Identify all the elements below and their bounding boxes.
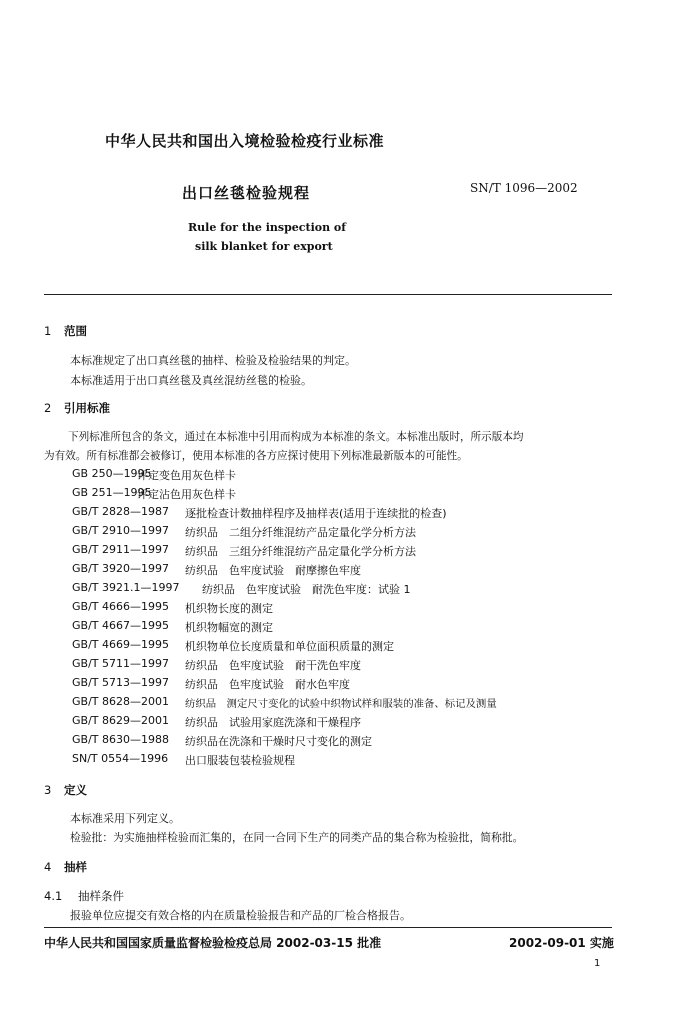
reference-item xyxy=(72,486,236,501)
reference-code: GB/T 8630—1988 xyxy=(72,733,169,746)
reference-code: GB 250—1995 xyxy=(72,467,152,480)
english-title-line-2: silk blanket for export xyxy=(195,240,333,253)
reference-item xyxy=(72,676,350,691)
subsection-number: 4.1 xyxy=(44,889,63,903)
paragraph: 下列标准所包含的条文，通过在本标准中引用而构成为本标准的条文。本标准出版时，所示版本均 xyxy=(68,431,524,443)
reference-item xyxy=(72,581,411,596)
reference-item xyxy=(72,714,361,729)
reference-code: GB/T 2911—1997 xyxy=(72,543,169,556)
paragraph: 为有效。所有标准都会被修订，使用本标准的各方应探讨使用下列标准最新版本的可能性。 xyxy=(44,450,468,462)
reference-title: 纺织品在洗涤和干燥时尺寸变化的测定 xyxy=(185,735,372,748)
reference-title: 纺织品 测定尺寸变化的试验中织物试样和服装的准备、标记及测量 xyxy=(185,698,497,710)
issuing-authority: 中华人民共和国国家质量监督检验检疫总局 2002-03-15 批准 xyxy=(44,936,382,950)
reference-code: SN/T 0554—1996 xyxy=(72,752,169,765)
reference-title: 纺织品 色牢度试验 耐摩擦色牢度 xyxy=(185,564,361,577)
reference-code: GB/T 3921.1—1997 xyxy=(72,581,180,594)
section-number: 2 xyxy=(44,401,52,415)
reference-item xyxy=(72,695,497,710)
reference-item xyxy=(72,752,295,767)
paragraph: 报验单位应提交有效合格的内在质量检验报告和产品的厂检合格报告。 xyxy=(70,909,411,922)
paragraph: 本标准采用下列定义。 xyxy=(70,812,180,825)
page-number: 1 xyxy=(594,958,601,969)
reference-item xyxy=(72,600,273,615)
paragraph: 本标准规定了出口真丝毯的抽样、检验及检验结果的判定。 xyxy=(70,354,356,367)
paragraph: 本标准适用于出口真丝毯及真丝混纺丝毯的检验。 xyxy=(70,374,312,387)
section-heading-4 xyxy=(44,859,87,875)
reference-title: 纺织品 试验用家庭洗涤和干燥程序 xyxy=(185,716,361,729)
section-number: 4 xyxy=(44,860,52,874)
reference-item xyxy=(72,638,394,653)
reference-title: 纺织品 色牢度试验 耐水色牢度 xyxy=(185,678,350,691)
reference-code: GB/T 5711—1997 xyxy=(72,657,169,670)
reference-title: 逐批检查计数抽样程序及抽样表(适用于连续批的检查) xyxy=(185,507,447,520)
reference-code: GB/T 8628—2001 xyxy=(72,695,169,708)
reference-code: GB/T 2910—1997 xyxy=(72,524,169,537)
section-label: 定义 xyxy=(64,783,87,797)
standard-code: SN/T 1096—2002 xyxy=(470,181,578,195)
reference-title: 出口服装包装检验规程 xyxy=(185,754,295,767)
reference-code: GB/T 2828—1987 xyxy=(72,505,169,518)
reference-item xyxy=(72,543,416,558)
reference-item xyxy=(72,467,236,482)
reference-item xyxy=(72,657,361,672)
subsection-heading xyxy=(44,888,124,904)
reference-item xyxy=(72,619,273,634)
reference-title: 评定变色用灰色样卡 xyxy=(137,469,236,482)
reference-title: 机织物单位长度质量和单位面积质量的测定 xyxy=(185,640,394,653)
standard-category-header: 中华人民共和国出入境检验检疫行业标准 xyxy=(105,132,385,150)
section-heading-1 xyxy=(44,323,87,339)
section-heading-2 xyxy=(44,400,110,416)
effective-date: 2002-09-01 实施 xyxy=(509,936,614,950)
reference-code: GB/T 5713—1997 xyxy=(72,676,169,689)
reference-title: 机织物长度的测定 xyxy=(185,602,273,615)
document-title: 出口丝毯检验规程 xyxy=(182,184,311,202)
reference-item xyxy=(72,524,416,539)
paragraph: 检验批：为实施抽样检验而汇集的，在同一合同下生产的同类产品的集合称为检验批，简称批。 xyxy=(70,831,524,844)
reference-item xyxy=(72,562,361,577)
section-number: 3 xyxy=(44,783,52,797)
reference-item xyxy=(72,505,447,520)
section-label: 抽样 xyxy=(64,860,87,874)
reference-code: GB/T 4666—1995 xyxy=(72,600,169,613)
reference-item xyxy=(72,733,372,748)
reference-title: 机织物幅宽的测定 xyxy=(185,621,273,634)
reference-title: 评定沾色用灰色样卡 xyxy=(137,488,236,501)
reference-code: GB/T 4669—1995 xyxy=(72,638,169,651)
footer-divider xyxy=(44,927,612,928)
section-number: 1 xyxy=(44,324,52,338)
section-heading-3 xyxy=(44,782,87,798)
title-divider xyxy=(44,294,612,295)
section-label: 范围 xyxy=(64,324,87,338)
reference-code: GB/T 4667—1995 xyxy=(72,619,169,632)
reference-code: GB 251—1995 xyxy=(72,486,152,499)
section-label: 引用标准 xyxy=(64,401,110,415)
reference-code: GB/T 8629—2001 xyxy=(72,714,169,727)
reference-title: 纺织品 三组分纤维混纺产品定量化学分析方法 xyxy=(185,545,416,558)
reference-title: 纺织品 二组分纤维混纺产品定量化学分析方法 xyxy=(185,526,416,539)
reference-title: 纺织品 色牢度试验 耐洗色牢度：试验 1 xyxy=(202,583,411,596)
reference-title: 纺织品 色牢度试验 耐干洗色牢度 xyxy=(185,659,361,672)
reference-code: GB/T 3920—1997 xyxy=(72,562,169,575)
subsection-label: 抽样条件 xyxy=(78,889,124,903)
english-title-line-1: Rule for the inspection of xyxy=(188,221,346,234)
